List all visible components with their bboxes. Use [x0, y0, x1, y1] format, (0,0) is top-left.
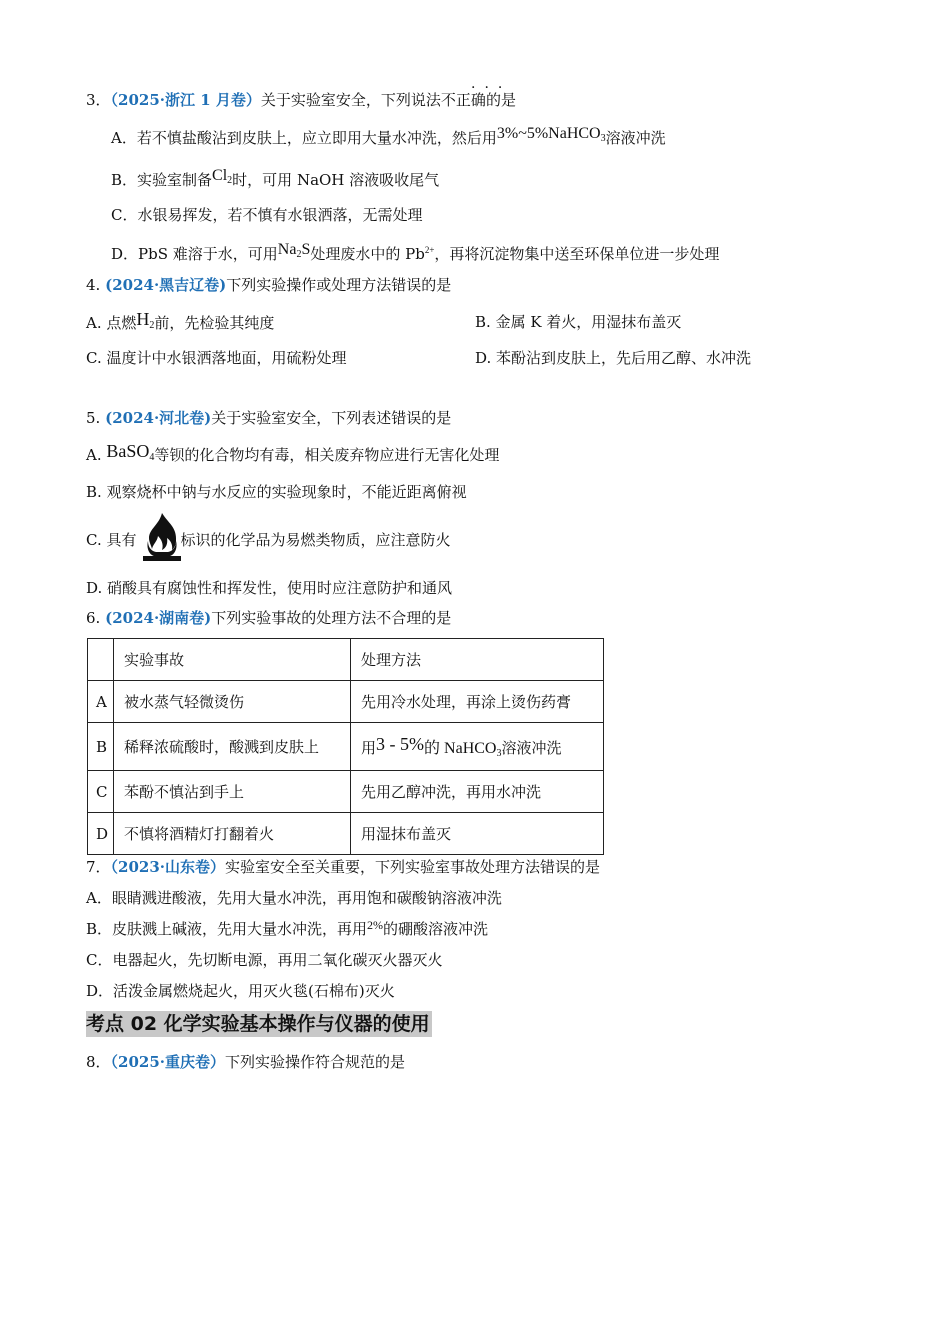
option-label: C. [86, 531, 107, 549]
q5-stem-text: 关于实验室安全，下列表述错误的是 [211, 409, 452, 427]
option-label: C. [86, 349, 107, 367]
table-key-cell: B [88, 723, 114, 771]
q3-stem-emphasis: 不正确 [440, 91, 486, 109]
table-row [88, 813, 604, 855]
option-text: 苯酚沾到皮肤上，先后用乙醇、水冲洗 [496, 349, 752, 367]
q7-number: 7． [86, 858, 111, 876]
chem-formula [106, 441, 154, 461]
option-text: 的硼酸溶液冲洗 [383, 920, 489, 938]
chem-formula [212, 167, 232, 184]
q7-stem [86, 857, 600, 877]
q3-stem-text: 关于实验室安全，下列说法 [260, 91, 441, 109]
chem-formula [278, 241, 311, 258]
option-text: 具有 [106, 531, 137, 549]
q4-number: 4. [86, 276, 106, 294]
option-label: B. [475, 313, 496, 331]
q7-source: （2023·山东卷） [110, 858, 226, 876]
formula-main: H [136, 309, 150, 329]
formula-sup: 2+ [424, 245, 435, 255]
option-label: C． [86, 951, 113, 969]
q7-option-a [86, 888, 502, 908]
option-label: B． [86, 920, 113, 938]
option-label: B. [86, 483, 107, 501]
formula-sub: 2 [296, 249, 302, 260]
table-accident-cell: 不慎将酒精灯打翻着火 [114, 813, 351, 855]
option-label: A． [111, 129, 137, 147]
q4-stem [86, 275, 451, 295]
method-text: 溶液冲洗 [501, 738, 562, 757]
formula-sub: 3 [496, 747, 502, 759]
q3-option-c [111, 205, 423, 225]
q6-stem [86, 608, 451, 628]
q3-stem-end: 的是 [485, 91, 516, 109]
table-method-cell: 用湿抹布盖灭 [351, 813, 604, 855]
option-text: 硝酸具有腐蚀性和挥发性，使用时应注意防护和通风 [107, 579, 453, 597]
q7-stem-text: 实验室安全至关重要，下列实验室事故处理方法错误的是 [225, 858, 601, 876]
option-text: 处理废水中的 Pb [310, 245, 425, 263]
option-text: 温度计中水银洒落地面，用硫粉处理 [106, 349, 347, 367]
option-label: C． [111, 206, 138, 224]
table-header-row [88, 639, 604, 681]
option-text: 观察烧杯中钠与水反应的实验现象时，不能近距离俯视 [106, 483, 467, 501]
accident-table [87, 638, 604, 855]
section-heading: 考点 02 化学实验基本操作与仪器的使用 [86, 1013, 430, 1035]
table-method-cell: 先用冷水处理，再涂上烫伤药膏 [351, 681, 604, 723]
q3-option-a [111, 125, 666, 154]
q3-source: （2025·浙江 1 月卷） [110, 91, 261, 109]
q3-number: 3． [86, 91, 111, 109]
option-text: 点燃 [106, 314, 137, 332]
q5-option-a [86, 441, 500, 471]
q5-option-d [86, 578, 452, 598]
method-text: 用 [361, 738, 377, 757]
option-label: A. [86, 314, 107, 332]
formula-sub: 4 [149, 452, 155, 463]
table-row [88, 771, 604, 813]
option-text: 时，可用 NaOH 溶液吸收尾气 [232, 171, 440, 189]
q7-option-d [86, 981, 395, 1001]
table-header-cell: 处理方法 [351, 639, 604, 681]
chem-formula [497, 125, 606, 142]
formula-main: Na [277, 241, 297, 258]
q4-option-d [475, 348, 751, 368]
option-text: 眼睛溅进酸液，先用大量水冲洗，再用饱和碳酸钠溶液冲洗 [111, 889, 502, 907]
q8-stem [86, 1052, 405, 1072]
q3-option-d [111, 240, 719, 270]
q4-source: (2024·黑吉辽卷) [105, 276, 227, 294]
formula-main: BaSO [106, 441, 150, 461]
option-label: A. [86, 446, 107, 464]
formula-main: 3%~5%NaHCO [496, 125, 601, 142]
table-method-cell [351, 723, 604, 771]
q8-number: 8． [86, 1053, 111, 1071]
q5-source: (2024·河北卷) [105, 409, 212, 427]
q6-number: 6. [86, 609, 106, 627]
option-label: D. [475, 349, 497, 367]
formula-sub: 2 [149, 320, 155, 331]
option-text: 水银易挥发，若不慎有水银洒落，无需处理 [137, 206, 423, 224]
chem-formula: 2% [367, 918, 384, 932]
q5-stem [86, 408, 451, 428]
table-accident-cell: 苯酚不慎沾到手上 [114, 771, 351, 813]
q4-stem-text: 下列实验操作或处理方法错误的是 [226, 276, 452, 294]
q5-option-b [86, 482, 467, 502]
option-label: D． [111, 245, 139, 263]
table-key-cell: A [88, 681, 114, 723]
option-text: 实验室制备 [137, 171, 213, 189]
option-text: 活泼金属燃烧起火，用灭火毯(石棉布)灭火 [113, 982, 395, 1000]
option-text: 金属 K 着火，用湿抹布盖灭 [495, 313, 682, 331]
q7-option-c [86, 950, 443, 970]
table-accident-cell: 稀释浓硫酸时，酸溅到皮肤上 [114, 723, 351, 771]
option-text: PbS 难溶于水，可用 [138, 245, 278, 263]
formula-sub: 3 [600, 133, 606, 144]
flammable-icon [141, 511, 183, 563]
formula-main: Cl [212, 167, 228, 184]
q3-option-b [111, 167, 440, 196]
table-header-cell: 实验事故 [114, 639, 351, 681]
option-label: D． [86, 982, 114, 1000]
emphasis-dots: ··· [471, 80, 512, 96]
table-accident-cell: 被水蒸气轻微烫伤 [114, 681, 351, 723]
table-key-cell: C [88, 771, 114, 813]
chem-formula: 3 - 5% [376, 733, 425, 754]
q3-stem [86, 90, 516, 110]
table-row [88, 681, 604, 723]
table-key-cell: D [88, 813, 114, 855]
q7-option-b [86, 919, 488, 940]
option-text: 电器起火，先切断电源，再用二氧化碳灭火器灭火 [112, 951, 443, 969]
option-label: A． [86, 889, 112, 907]
option-text: 溶液冲洗 [605, 129, 666, 147]
chem-formula [136, 309, 154, 329]
q5-number: 5. [86, 409, 106, 427]
table-row [88, 723, 604, 771]
q4-option-a [86, 309, 275, 339]
q8-source: （2025·重庆卷） [110, 1053, 226, 1071]
table-method-cell: 先用乙醇冲洗，再用水冲洗 [351, 771, 604, 813]
option-text: ，再将沉淀物集中送至环保单位进一步处理 [434, 245, 720, 263]
option-text: 前，先检验其纯度 [154, 314, 275, 332]
method-text: 的 NaHCO [424, 739, 497, 757]
formula-main: S [301, 241, 311, 258]
q6-source: (2024·湖南卷) [105, 609, 212, 627]
option-text: 标识的化学品为易燃类物质，应注意防火 [180, 531, 451, 549]
table-header-cell [88, 639, 114, 681]
formula-sub: 2 [227, 175, 233, 186]
q8-stem-text: 下列实验操作符合规范的是 [225, 1053, 406, 1071]
q4-option-c [86, 348, 347, 368]
option-text: 等钡的化合物均有毒，相关废弃物应进行无害化处理 [154, 446, 500, 464]
q4-option-b [475, 312, 681, 332]
option-text: 若不慎盐酸沾到皮肤上，应立即用大量水冲洗，然后用 [136, 129, 497, 147]
option-label: D. [86, 579, 108, 597]
option-label: B． [111, 171, 138, 189]
q6-stem-text: 下列实验事故的处理方法不合理的是 [211, 609, 452, 627]
option-text: 皮肤溅上碱液，先用大量水冲洗，再用 [112, 920, 368, 938]
